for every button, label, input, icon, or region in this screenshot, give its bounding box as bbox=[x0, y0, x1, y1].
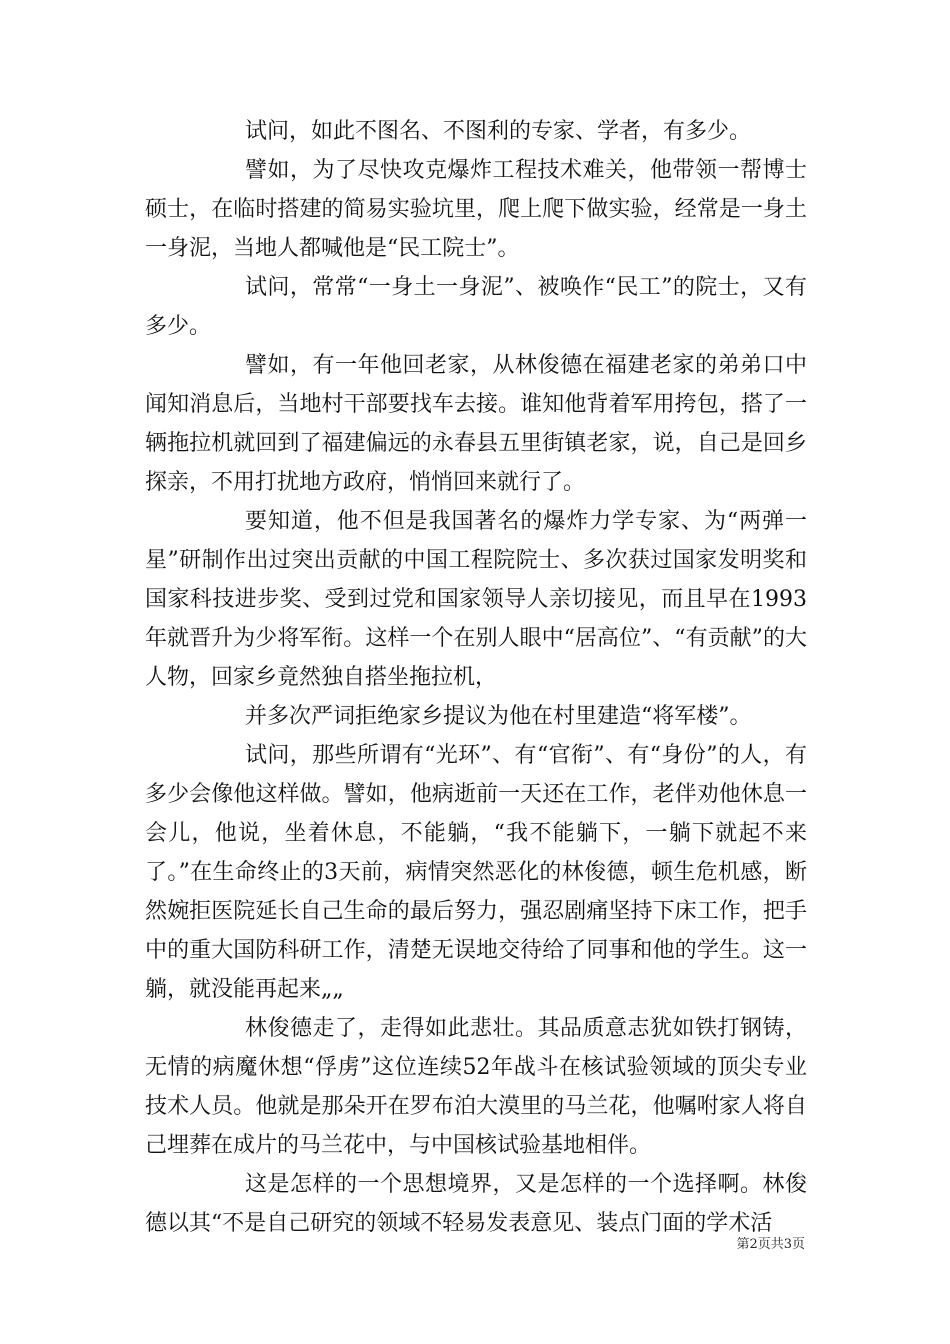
paragraph: 譬如，为了尽快攻克爆炸工程技术难关，他带领一帮博士硕士，在临时搭建的简易实验坑里，爬上爬下做实验，经常是一身土一身泥，当地人都喊他是“民工院士”。 bbox=[145, 158, 807, 261]
paragraph: 这是怎样的一个思想境界，又是怎样的一个选择啊。林俊德以其“不是自己研究的领域不轻易发表意见、装点门面的学术活 bbox=[145, 1172, 807, 1236]
paragraph: 要知道，他不但是我国著名的爆炸力学专家、为“两弹一星”研制作出过突出贡献的中国工程院院士、多次获过国家发明奖和国家科技进步奖、受到过党和国家领导人亲切接见，而且早在1993年就晋升为少将军衔。这样一个在别人眼中“居高位”、“有贡献”的大人物，回家乡竟然独自搭坐拖拉机， bbox=[145, 509, 807, 690]
paragraph: 试问，那些所谓有“光环”、有“官衔”、有“身份”的人，有多少会像他这样做。譬如，他病逝前一天还在工作，老伴劝他休息一会儿，他说，坐着休息，不能躺，“我不能躺下，一躺下就起不来了。”在生命终止的3天前，病情突然恶化的林俊德，顿生危机感，断然婉拒医院延长自己生命的最后努力，强忍剧痛坚持下床工作，把手中的重大国防科研工作，清楚无误地交待给了同事和他的学生。这一躺，就没能再起来„„ bbox=[145, 743, 807, 1002]
paragraph: 譬如，有一年他回老家，从林俊德在福建老家的弟弟口中闻知消息后，当地村干部要找车去接。谁知他背着军用挎包，搭了一辆拖拉机就回到了福建偏远的永春县五里街镇老家，说，自己是回乡探亲，不用打扰地方政府，悄悄回来就行了。 bbox=[145, 353, 807, 495]
paragraph: 并多次严词拒绝家乡提议为他在村里建造“将军楼”。 bbox=[245, 704, 752, 729]
paragraph: 试问，如此不图名、不图利的专家、学者，有多少。 bbox=[245, 119, 752, 144]
document-body bbox=[145, 112, 807, 1243]
page-number-footer: 第2页共3页 bbox=[736, 1237, 805, 1252]
paragraph: 林俊德走了，走得如此悲壮。其品质意志犹如铁打钢铸，无情的病魔休想“俘虏”这位连续52年战斗在核试验领域的顶尖专业技术人员。他就是那朵开在罗布泊大漠里的马兰花，他嘱咐家人将自己埋葬在成片的马兰花中，与中国核试验基地相伴。 bbox=[145, 1016, 807, 1158]
paragraph: 试问，常常“一身土一身泥”、被唤作“民工”的院士，又有多少。 bbox=[145, 275, 807, 339]
